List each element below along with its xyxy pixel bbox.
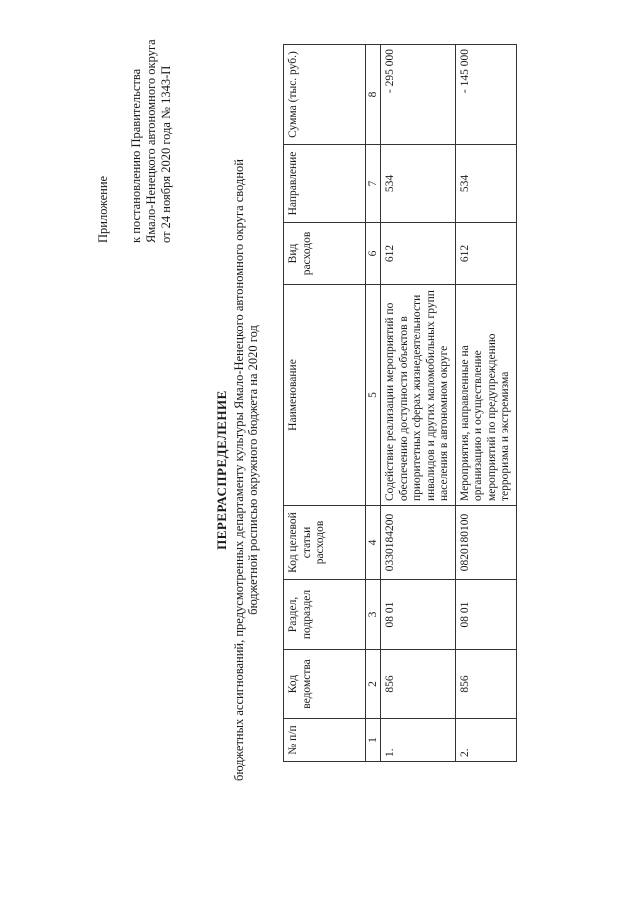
appendix-block [96, 23, 174, 243]
header-cell: Код целевой статьи расходов [284, 506, 366, 580]
header-cell: Направление [284, 145, 366, 223]
header-cell: Раздел, подраздел [284, 580, 366, 650]
column-number: 7 [366, 145, 381, 223]
direction-code: 534 [455, 145, 516, 223]
header-cell: Код ведомства [284, 650, 366, 719]
subtitle-line: бюджетных ассигнований, предусмотренных департаменту культуры Ямало-Ненецкого автономного округа сводной [232, 159, 246, 781]
target-code: 0330184200 [381, 506, 456, 580]
header-cell: № п/п [284, 719, 366, 762]
column-number: 1 [366, 719, 381, 762]
section-code: 08 01 [381, 580, 456, 650]
item-name: Содействие реализации мероприятий по обеспечению доступности объектов в приоритетных сферах жизнедеятельности инвалидов и других маломобильных групп населения в автономном округе [381, 285, 456, 506]
direction-code: 534 [381, 145, 456, 223]
appendix-line: от 24 ноября 2020 года № 1343-П [159, 65, 173, 243]
item-name: Мероприятия, направленные на организацию и осуществление мероприятий по предупреждению терроризма и экстремизма [455, 285, 516, 506]
appendix-label: Приложение [96, 175, 110, 243]
expense-type: 612 [455, 223, 516, 285]
amount: - 145 000 [455, 45, 516, 145]
row-number: 2. [455, 719, 516, 762]
expense-type: 612 [381, 223, 456, 285]
amount: - 295 000 [381, 45, 456, 145]
document-title: ПЕРЕРАСПРЕДЕЛЕНИЕ [214, 390, 229, 550]
header-cell: Вид расходов [284, 223, 366, 285]
column-number: 4 [366, 506, 381, 580]
column-number: 2 [366, 650, 381, 719]
column-number: 3 [366, 580, 381, 650]
header-cell: Сумма (тыс. руб.) [284, 45, 366, 145]
dept-code: 856 [381, 650, 456, 719]
row-number: 1. [381, 719, 456, 762]
table-row [455, 45, 516, 762]
appendix-line: к постановлению Правительства [129, 68, 143, 243]
header-cell: Наименование [284, 285, 366, 506]
column-number: 6 [366, 223, 381, 285]
document-subtitle [232, 75, 260, 865]
table-header-row [284, 45, 366, 762]
redistribution-table [283, 44, 517, 762]
column-number: 8 [366, 45, 381, 145]
table-row [381, 45, 456, 762]
section-code: 08 01 [455, 580, 516, 650]
column-number: 5 [366, 285, 381, 506]
column-number-row [366, 45, 381, 762]
subtitle-line: бюджетной росписью окружного бюджета на 2020 год [246, 325, 260, 615]
target-code: 0820180100 [455, 506, 516, 580]
dept-code: 856 [455, 650, 516, 719]
appendix-line: Ямало-Ненецкого автономного округа [144, 39, 158, 243]
